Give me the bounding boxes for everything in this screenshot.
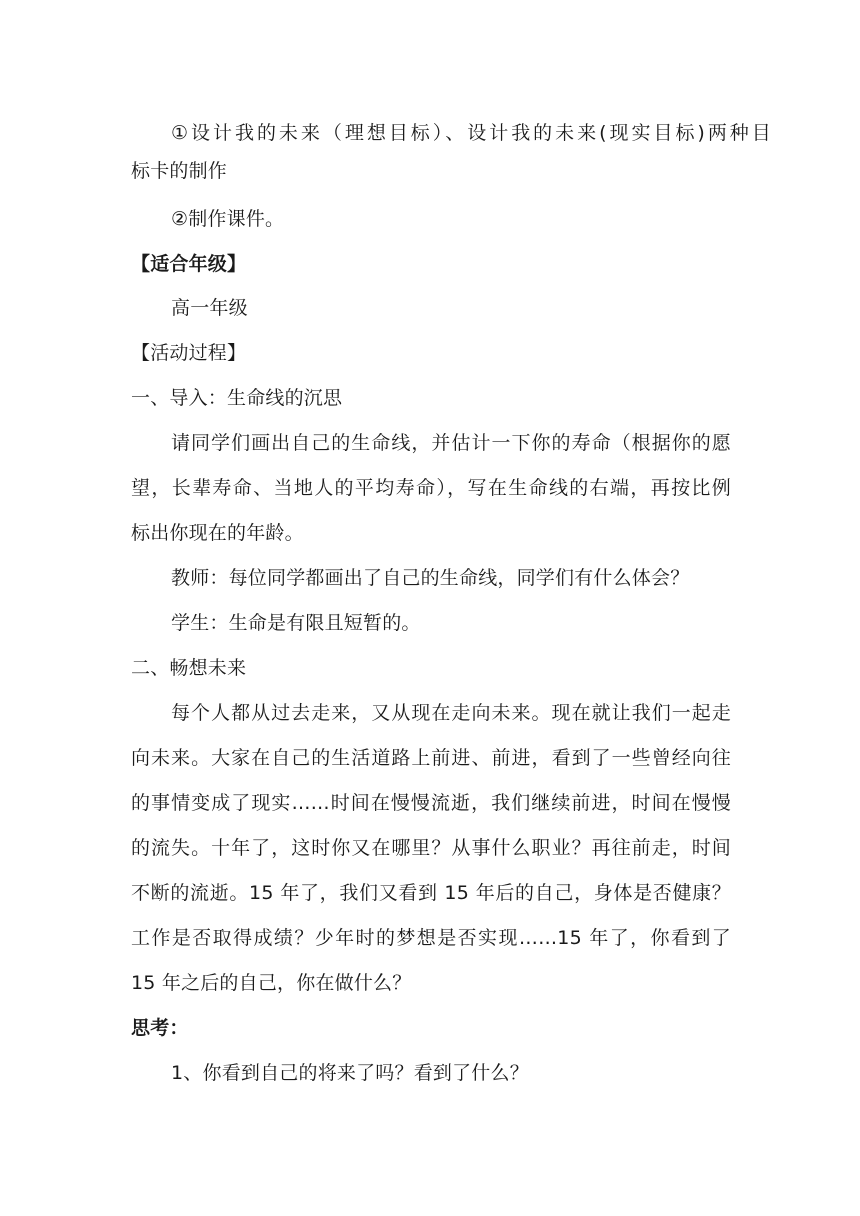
material-item-1-line-1: ①设计我的未来（理想目标）、设计我的未来(现实目标)两种目 — [171, 122, 771, 144]
question-1: 1、你看到自己的将来了吗？看到了什么？ — [171, 1062, 529, 1084]
paragraph-2-line-5: 不断的流逝。15 年了，我们又看到 15 年后的自己，身体是否健康？ — [131, 882, 731, 904]
paragraph-1-line-1: 请同学们画出自己的生命线，并估计一下你的寿命（根据你的愿 — [171, 432, 731, 454]
student-line: 学生：生命是有限且短暂的。 — [171, 612, 421, 634]
paragraph-2-line-2: 向未来。大家在自己的生活道路上前进、前进，看到了一些曾经向往 — [131, 747, 731, 769]
material-item-2: ②制作课件。 — [171, 208, 285, 230]
paragraph-2-line-4: 的流失。十年了，这时你又在哪里？从事什么职业？再往前走，时间 — [131, 837, 731, 859]
section-heading-process: 【活动过程】 — [131, 342, 247, 364]
paragraph-2-line-1: 每个人都从过去走来，又从现在走向未来。现在就让我们一起走 — [171, 702, 731, 724]
teacher-line: 教师：每位同学都画出了自己的生命线，同学们有什么体会？ — [171, 567, 690, 589]
paragraph-1-line-3: 标出你现在的年龄。 — [131, 522, 304, 544]
paragraph-2-line-6: 工作是否取得成绩？少年时的梦想是否实现……15 年了，你看到了 — [131, 927, 731, 949]
paragraph-2-line-3: 的事情变成了现实……时间在慢慢流逝，我们继续前进，时间在慢慢 — [131, 792, 731, 814]
section-heading-grade: 【适合年级】 — [131, 253, 247, 275]
grade-value: 高一年级 — [171, 297, 248, 319]
paragraph-2-line-7: 15 年之后的自己，你在做什么？ — [131, 972, 412, 994]
step-heading-2: 二、畅想未来 — [131, 657, 247, 679]
step-heading-1: 一、导入：生命线的沉思 — [131, 387, 343, 409]
think-heading: 思考： — [131, 1017, 189, 1039]
paragraph-1-line-2: 望，长辈寿命、当地人的平均寿命），写在生命线的右端，再按比例 — [131, 477, 731, 499]
material-item-1-line-2: 标卡的制作 — [131, 160, 228, 182]
